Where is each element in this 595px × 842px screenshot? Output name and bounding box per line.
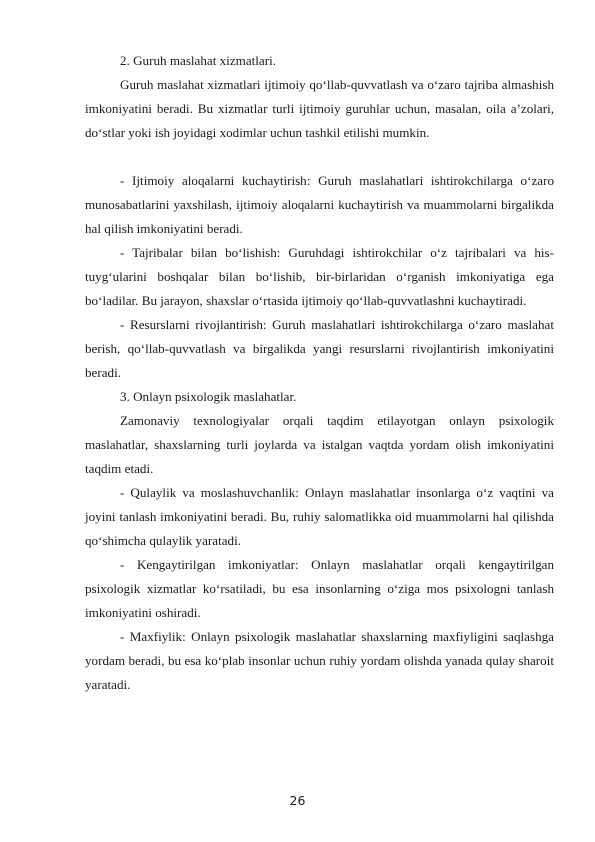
section-heading-online-counseling: 3. Onlayn psixologik maslahatlar. xyxy=(120,389,297,404)
paragraph-group-counseling-intro: Guruh maslahat xizmatlari ijtimoiy qo‘llab-quvvatlash va o‘zaro tajriba almashish imkoniyatini beradi. Bu xizmatlar turli ijtimoiy guruhlar uchun, masalan, oila a’zolari, do‘stlar yoki ish joyidagi xodimlar uchun tashkil etilishi mumkin. xyxy=(85,77,554,140)
paragraph-convenience: - Qulaylik va moslashuvchanlik: Onlayn maslahatlar insonlarga o‘z vaqtini va joyini tanlash imkoniyatini beradi. Bu, ruhiy salomatlikka oid muammolarni hal qilishda qo‘shimcha qulaylik yaratadi. xyxy=(85,485,554,548)
page-body xyxy=(85,49,554,697)
paragraph-extended-opportunities: - Kengaytirilgan imkoniyatlar: Onlayn maslahatlar orqali kengaytirilgan psixologik xizmatlar ko‘rsatiladi, bu esa insonlarning o‘ziga mos psixologni tanlash imkoniyatini oshiradi. xyxy=(85,557,554,620)
paragraph-online-intro: Zamonaviy texnologiyalar orqali taqdim etilayotgan onlayn psixologik maslahatlar, shaxslarning turli joylarda va istalgan vaqtda yordam olish imkoniyatini taqdim etadi. xyxy=(85,413,554,476)
paragraph-resource-development: - Resurslarni rivojlantirish: Guruh maslahatlari ishtirokchilarga o‘zaro maslahat berish, qo‘llab-quvvatlash va birgalikda yangi resurslarni rivojlantirish imkoniyatini beradi. xyxy=(85,317,554,380)
section-heading-group-counseling: 2. Guruh maslahat xizmatlari. xyxy=(120,53,276,68)
page-number: 26 xyxy=(289,793,306,808)
blank-line xyxy=(85,145,554,169)
paragraph-confidentiality: - Maxfiylik: Onlayn psixologik maslahatlar shaxslarning maxfiyligini saqlashga yordam beradi, bu esa ko‘plab insonlar uchun ruhiy yordam olishda yanada qulay sharoit yaratadi. xyxy=(85,629,554,692)
paragraph-sharing-experiences: - Tajribalar bilan bo‘lishish: Guruhdagi ishtirokchilar o‘z tajribalari va his-tuyg‘ularini boshqalar bilan bo‘lishib, bir-birlaridan o‘rganish imkoniyatiga ega bo‘ladilar. Bu jarayon, shaxslar o‘rtasida ijtimoiy qo‘llab-quvvatlashni kuchaytiradi. xyxy=(85,245,554,308)
paragraph-social-ties: - Ijtimoiy aloqalarni kuchaytirish: Guruh maslahatlari ishtirokchilarga o‘zaro munosabatlarini yaxshilash, ijtimoiy aloqalarni kuchaytirish va muammolarni birgalikda hal qilish imkoniyatini beradi. xyxy=(85,173,554,236)
